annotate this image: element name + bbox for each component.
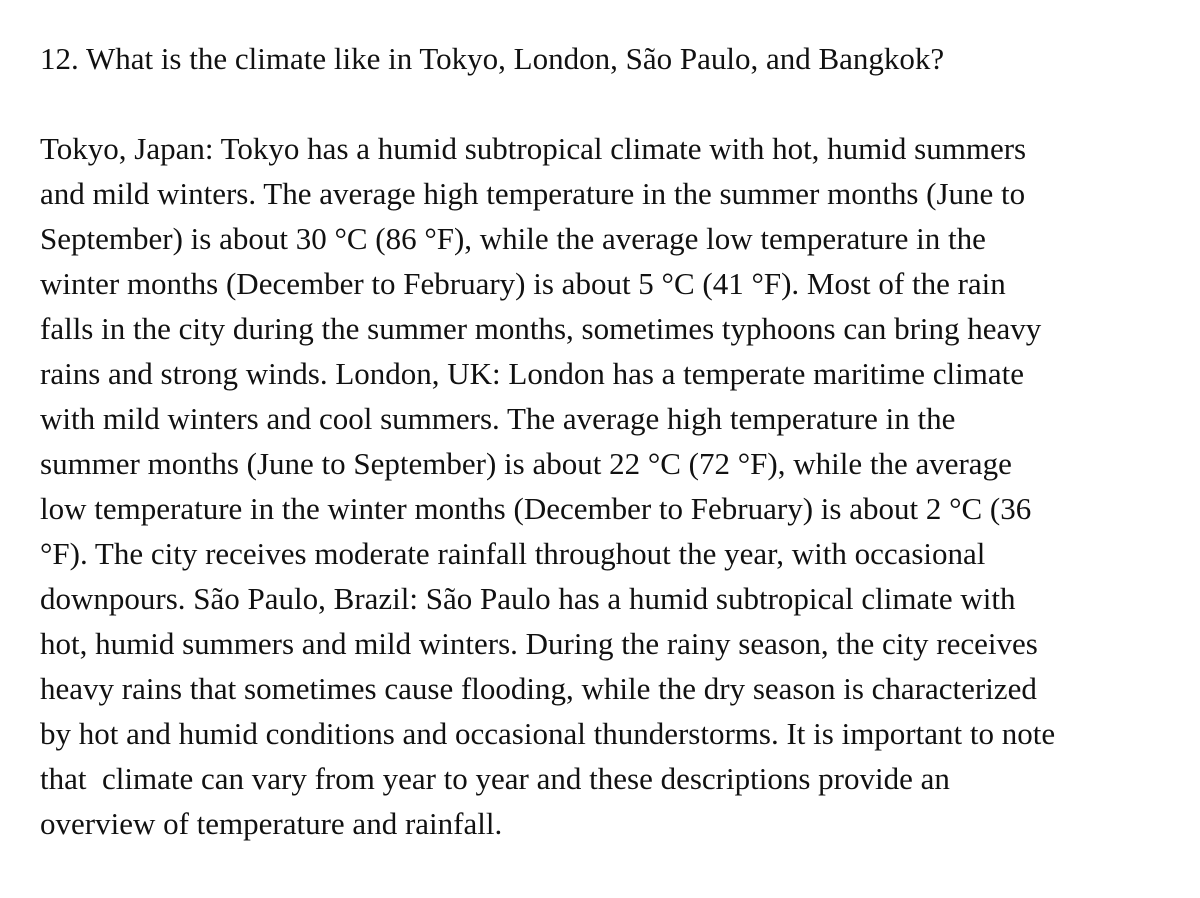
- answer-line: °F). The city receives moderate rainfall throughout the year, with occasional: [40, 536, 986, 571]
- answer-line: heavy rains that sometimes cause flooding, while the dry season is characterized: [40, 671, 1037, 706]
- answer-line: falls in the city during the summer months, sometimes typhoons can bring heavy: [40, 311, 1042, 346]
- answer-line: summer months (June to September) is about 22 °C (72 °F), while the average: [40, 446, 1012, 481]
- answer-line: downpours. São Paulo, Brazil: São Paulo has a humid subtropical climate with: [40, 581, 1016, 616]
- answer-line: that climate can vary from year to year and these descriptions provide an: [40, 761, 950, 796]
- answer-line: by hot and humid conditions and occasional thunderstorms. It is important to note: [40, 716, 1056, 751]
- answer-line: winter months (December to February) is about 5 °C (41 °F). Most of the rain: [40, 266, 1006, 301]
- answer-line: Tokyo, Japan: Tokyo has a humid subtropical climate with hot, humid summers: [40, 131, 1027, 166]
- answer-line: with mild winters and cool summers. The average high temperature in the: [40, 401, 956, 436]
- answer-paragraph: [40, 126, 1190, 846]
- paragraph-spacer: [40, 81, 1190, 126]
- question-heading: 12. What is the climate like in Tokyo, London, São Paulo, and Bangkok?: [40, 41, 945, 76]
- answer-line: hot, humid summers and mild winters. During the rainy season, the city receives: [40, 626, 1038, 661]
- answer-line: overview of temperature and rainfall.: [40, 806, 503, 841]
- answer-line: September) is about 30 °C (86 °F), while the average low temperature in the: [40, 221, 986, 256]
- document-page: [40, 36, 1190, 846]
- answer-line: and mild winters. The average high temperature in the summer months (June to: [40, 176, 1026, 211]
- answer-line: low temperature in the winter months (December to February) is about 2 °C (36: [40, 491, 1032, 526]
- answer-line: rains and strong winds. London, UK: London has a temperate maritime climate: [40, 356, 1025, 391]
